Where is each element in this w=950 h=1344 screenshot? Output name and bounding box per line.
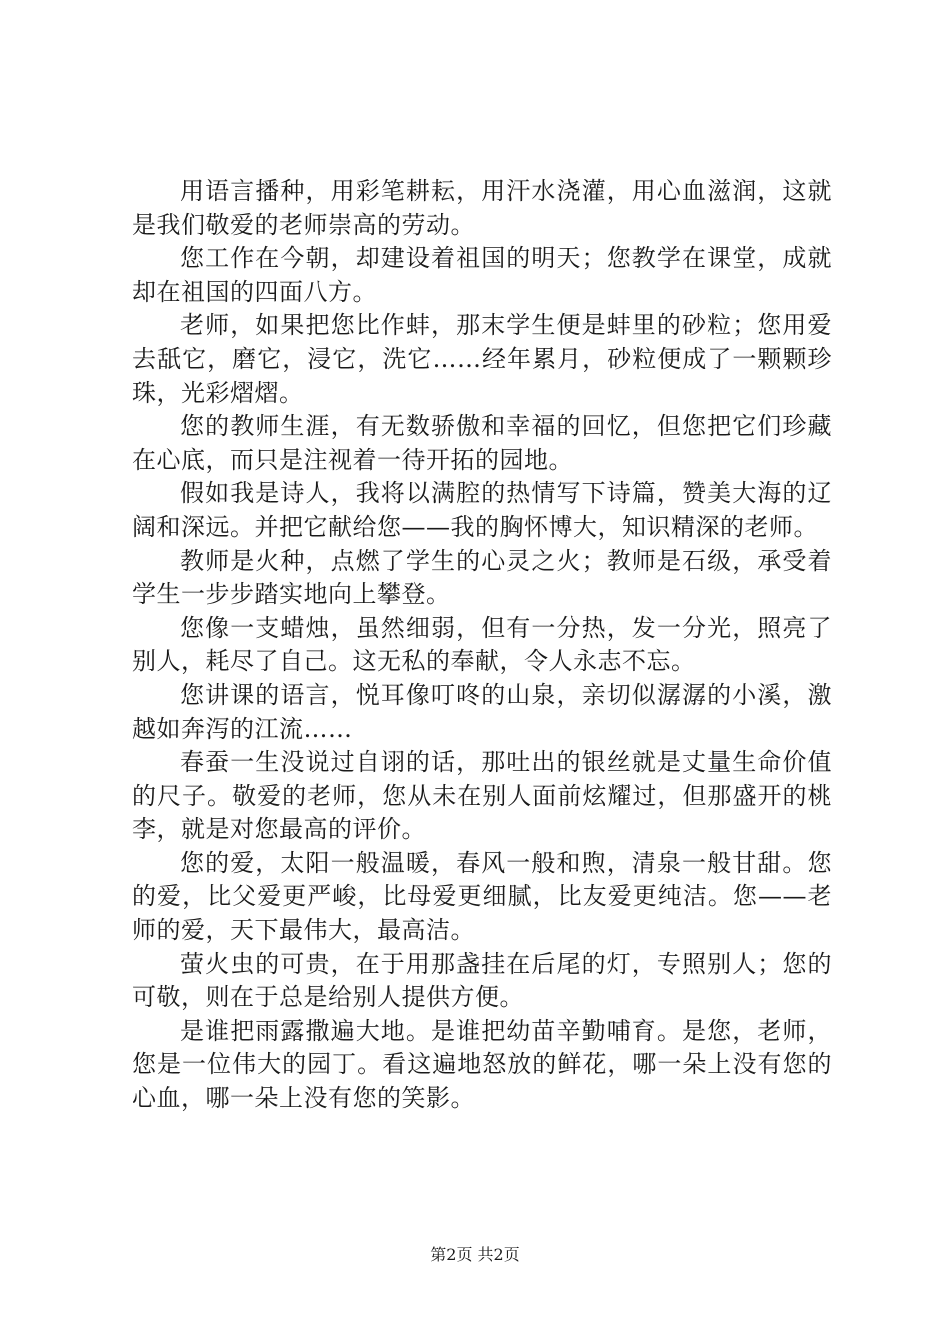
paragraph: 您的教师生涯，有无数骄傲和幸福的回忆，但您把它们珍藏在心底，而只是注视着一待开拓的园地。 <box>132 412 832 474</box>
paragraph: 教师是火种，点燃了学生的心灵之火；教师是石级，承受着学生一步步踏实地向上攀登。 <box>132 546 832 609</box>
paragraph: 老师，如果把您比作蚌，那末学生便是蚌里的砂粒；您用爱去舐它，磨它，浸它，洗它……经年累月，砂粒便成了一颗颗珍珠，光彩熠熠。 <box>132 311 832 407</box>
paragraph: 您讲课的语言，悦耳像叮咚的山泉，亲切似潺潺的小溪，激越如奔泻的江流…… <box>132 680 832 743</box>
paragraph: 您的爱，太阳一般温暖，春风一般和煦，清泉一般甘甜。您的爱，比父爱更严峻，比母爱更细腻，比友爱更纯洁。您——老师的爱，天下最伟大，最高洁。 <box>132 848 832 945</box>
paragraph: 您工作在今朝，却建设着祖国的明天；您教学在课堂，成就却在祖国的四面八方。 <box>132 244 832 306</box>
paragraph: 您像一支蜡烛，虽然细弱，但有一分热，发一分光，照亮了别人，耗尽了自己。这无私的奉献，令人永志不忘。 <box>132 613 832 676</box>
paragraph: 春蚕一生没说过自诩的话，那吐出的银丝就是丈量生命价值的尺子。敬爱的老师，您从未在别人面前炫耀过，但那盛开的桃李，就是对您最高的评价。 <box>132 748 832 844</box>
paragraph: 是谁把雨露撒遍大地。是谁把幼苗辛勤哺育。是您，老师，您是一位伟大的园丁。看这遍地怒放的鲜花，哪一朵上没有您的心血，哪一朵上没有您的笑影。 <box>132 1016 832 1113</box>
paragraph: 萤火虫的可贵，在于用那盏挂在后尾的灯，专照别人；您的可敬，则在于总是给别人提供方便。 <box>132 949 832 1012</box>
page-number-footer: 第2页 共2页 <box>430 1245 520 1264</box>
paragraph: 假如我是诗人，我将以满腔的热情写下诗篇，赞美大海的辽阔和深远。并把它献给您——我的胸怀博大，知识精深的老师。 <box>132 479 832 541</box>
document-body <box>132 175 832 1116</box>
paragraph: 用语言播种，用彩笔耕耘，用汗水浇灌，用心血滋润，这就是我们敬爱的老师崇高的劳动。 <box>132 177 832 239</box>
